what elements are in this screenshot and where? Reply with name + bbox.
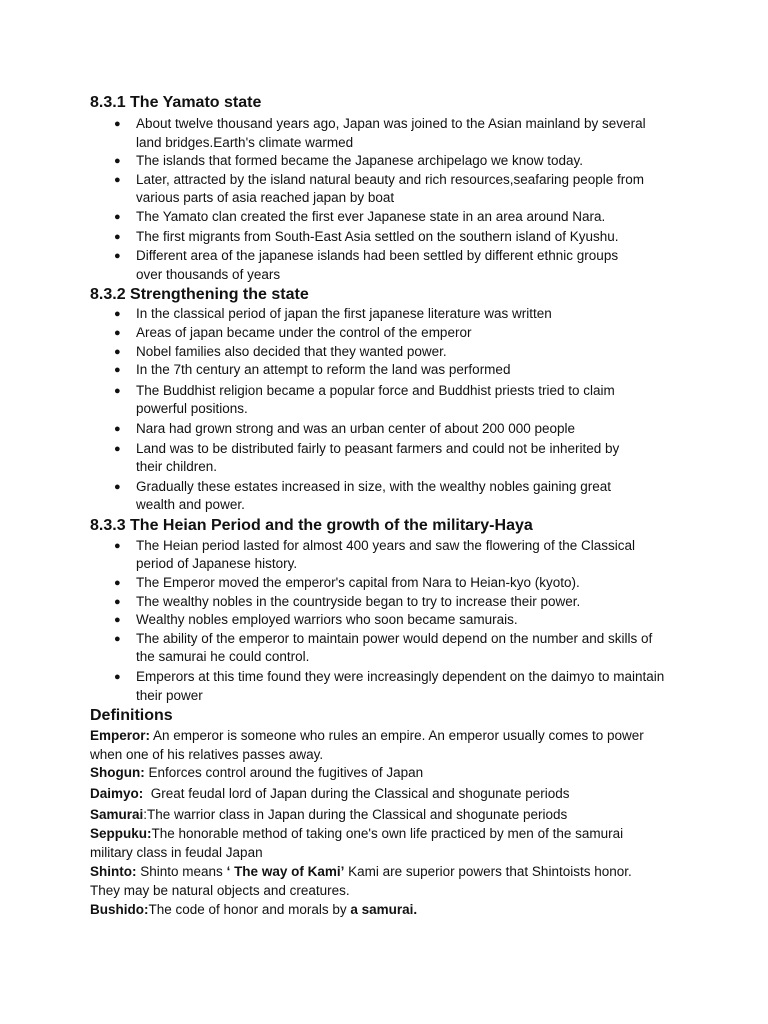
list-item: ● In the 7th century an attempt to reform the land was performed	[90, 361, 690, 380]
bullet-icon: ●	[114, 384, 121, 397]
bullet-icon: ●	[114, 480, 121, 493]
list-item: ● The ability of the emperor to maintain power would depend on the number and skills of the samurai he could control.	[114, 630, 653, 665]
list-item: ● The first migrants from South-East Asia settled on the southern island of Kyushu.	[90, 228, 690, 247]
bushido-emphasis: a samurai.	[350, 901, 418, 917]
list-item: ● The Yamato clan created the first ever Japanese state in an area around Nara.	[90, 208, 690, 227]
bullet-icon: ●	[114, 442, 121, 455]
definition-samurai: Samurai:The warrior class in Japan during the Classical and shogunate periods	[90, 806, 568, 822]
bullet-list-yamato-state	[90, 115, 690, 284]
definition-shogun: Shogun: Enforces control around the fugitives of Japan	[90, 765, 424, 781]
list-item: ● The wealthy nobles in the countryside began to try to increase their power.	[90, 593, 690, 612]
bullet-icon: ●	[114, 326, 121, 339]
definition-emperor: Emperor: An emperor is someone who rules an empire. An emperor usually comes to power when one of his relatives passes away.	[90, 728, 644, 762]
bullet-icon: ●	[114, 595, 121, 608]
list-item: ● Nobel families also decided that they wanted power.	[90, 343, 690, 362]
term-shinto: Shinto:	[90, 864, 137, 880]
list-item: ● Different area of the japanese islands had been settled by different ethnic groups over thousands of years	[114, 248, 619, 282]
term-samurai: Samurai	[90, 806, 144, 822]
list-item: ● The Buddhist religion became a popular force and Buddhist priests tried to claim powerful positions.	[114, 382, 615, 417]
list-item: ● Nara had grown strong and was an urban center of about 200 000 people	[90, 420, 690, 439]
list-item: ● The Heian period lasted for almost 400 years and saw the flowering of the Classical period of Japanese history.	[114, 537, 636, 572]
term-shogun: Shogun:	[90, 765, 145, 781]
section-heading-strengthening-state: 8.3.2 Strengthening the state	[90, 286, 309, 304]
term-daimyo: Daimyo:	[90, 786, 144, 801]
list-item: ● Emperors at this time found they were increasingly dependent on the daimyo to maintain their power	[114, 669, 665, 703]
list-item: ● Areas of japan became under the control of the emperor	[90, 324, 690, 343]
list-item: ● The islands that formed became the Japanese archipelago we know today.	[90, 152, 690, 171]
bullet-icon: ●	[114, 632, 121, 645]
bullet-icon: ●	[114, 614, 121, 627]
bullet-icon: ●	[114, 345, 121, 358]
bullet-icon: ●	[114, 173, 121, 186]
document-content	[90, 93, 690, 919]
list-item: ● The Emperor moved the emperor's capital from Nara to Heian-kyo (kyoto).	[90, 574, 690, 593]
bullet-icon: ●	[114, 250, 121, 263]
shinto-quote: ‘ The way of Kami’	[226, 864, 345, 880]
bullet-icon: ●	[114, 118, 121, 130]
section-heading-heian-period: 8.3.3 The Heian Period and the growth of the military-Haya	[90, 516, 533, 534]
list-item: ● About twelve thousand years ago, Japan was joined to the Asian mainland by several land bridges.Earth's climate warmed	[114, 116, 646, 150]
list-item: ● Later, attracted by the island natural beauty and rich resources,seafaring people from various parts of asia reached japan by boat	[114, 171, 645, 206]
list-item: ● Gradually these estates increased in size, with the wealthy nobles gaining great wealth and power.	[114, 478, 612, 513]
bullet-icon: ●	[114, 308, 121, 321]
definitions-heading: Definitions	[90, 707, 173, 725]
list-item: ● In the classical period of japan the first japanese literature was written	[90, 305, 690, 324]
definition-bushido: Bushido:The code of honor and morals by a samurai.	[90, 901, 418, 917]
bullet-icon: ●	[114, 210, 121, 223]
definition-shinto: Shinto: Shinto means ‘ The way of Kami’ Kami are superior powers that Shintoists honor. They may be natural objects and creatures.	[90, 864, 632, 898]
definition-daimyo: Daimyo: Great feudal lord of Japan during the Classical and shogunate periods	[90, 786, 570, 801]
bullet-icon: ●	[114, 230, 121, 243]
section-heading-yamato-state: 8.3.1 The Yamato state	[90, 94, 262, 111]
bullet-list-strengthening-state	[90, 305, 690, 515]
bullet-icon: ●	[114, 155, 121, 168]
bullet-icon: ●	[114, 577, 121, 590]
list-item: ● Land was to be distributed fairly to peasant farmers and could not be inherited by their children.	[114, 440, 620, 475]
bullet-icon: ●	[114, 364, 121, 377]
term-seppuku: Seppuku:	[90, 826, 152, 842]
bullet-list-heian-period	[90, 537, 690, 705]
bullet-icon: ●	[114, 422, 121, 435]
term-bushido: Bushido:	[90, 901, 149, 917]
bullet-icon: ●	[114, 539, 121, 552]
list-item: ● Wealthy nobles employed warriors who soon became samurais.	[90, 611, 690, 630]
definition-seppuku: Seppuku:The honorable method of taking one's own life practiced by men of the samurai military class in feudal Japan	[90, 826, 624, 860]
term-emperor: Emperor:	[90, 728, 151, 744]
bullet-icon: ●	[114, 671, 121, 684]
